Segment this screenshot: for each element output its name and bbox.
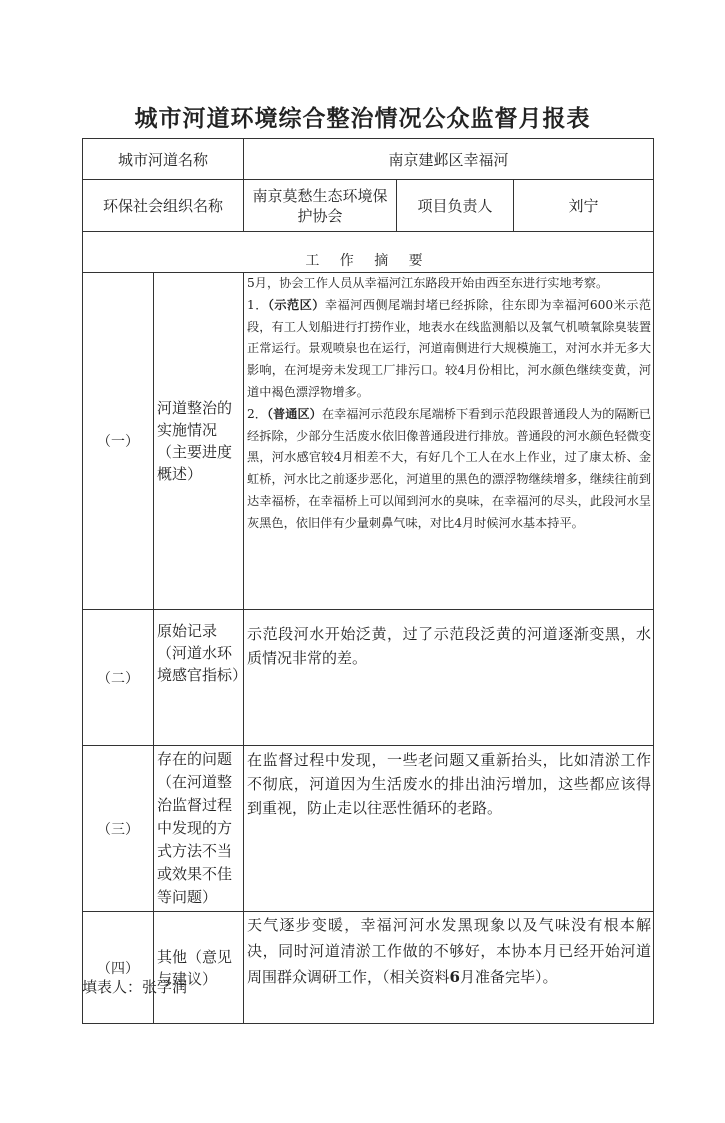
section-1-item-1 <box>247 295 651 404</box>
item-1-bold-label: （示范区） <box>267 297 325 312</box>
org-name-label: 环保社会组织名称 <box>83 180 244 232</box>
filler-name: 填表人：张学润 <box>82 978 188 996</box>
item-2-bold-label: （普通区） <box>266 406 322 421</box>
section-4-bold-number: 6 <box>449 968 460 986</box>
section-1-label: 河道整治的实施情况（主要进度概述） <box>154 273 244 610</box>
item-1-number: 1． <box>247 297 268 312</box>
section-1-intro: 5月，协会工作人员从幸福河江东路段开始由西至东进行实地考察。 <box>247 276 609 290</box>
item-1-text: 幸福河西侧尾端封堵已经拆除，往东即为幸福河600米示范段，有工人划船进行打捞作业，地表水在线监测船以及氧气机喷氧除臭装置正常运行。景观喷泉也在运行，河道南侧进行大规模施工，对河水并无多大影响，在河堤旁未发现工厂排污口。较4月份相比，河水颜色继续变黄，河道中褐色漂浮物增多。 <box>247 297 652 399</box>
section-3-label: 存在的问题（在河道整治监督过程中发现的方式方法不当或效果不佳等问题） <box>154 746 244 912</box>
section-4-text-a: 天气逐步变暖，幸福河河水发黑现象以及气味没有根本解决，同时河道清淤工作做的不够好，本协本月已经开始河道周围群众调研工作，（相关资料 <box>247 916 652 986</box>
section-4-label: 其他（意见与建议） <box>154 912 244 1024</box>
page-title: 城市河道环境综合整治情况公众监督月报表 <box>134 106 591 132</box>
section-2-label: 原始记录（河道水环境感官指标） <box>154 610 244 746</box>
section-2-content: 示范段河水开始泛黄，过了示范段泛黄的河道逐渐变黑，水质情况非常的差。 <box>244 610 654 746</box>
section-4-content <box>244 912 654 1024</box>
item-2-text: 在幸福河示范段东尾端桥下看到示范段跟普通段人为的隔断已经拆除，少部分生活废水依旧像普通段进行排放。普通段的河水颜色轻微变黑，河水感官较4月相差不大，有好几个工人在水上作业，过了康太桥、金虹桥，河水比之前逐步恶化，河道里的黑色的漂浮物继续增多，继续往前到达幸福桥，在幸福桥上可以闻到河水的臭味，在幸福河的尽头，此段河水呈灰黑色，依旧伴有少量刺鼻气味，对比4月时候河水基本持平。 <box>247 406 652 530</box>
section-3-number: （三） <box>83 746 154 912</box>
project-lead-value: 刘宁 <box>514 180 654 232</box>
river-name-label: 城市河道名称 <box>83 139 244 180</box>
section-4-number: （四） <box>83 912 154 1024</box>
work-summary-heading: 工 作 摘 要 <box>83 232 654 273</box>
project-lead-label: 项目负责人 <box>397 180 514 232</box>
report-table <box>82 138 654 1024</box>
item-2-number: 2． <box>247 406 267 421</box>
section-1-content <box>244 273 654 610</box>
section-2-number: （二） <box>83 610 154 746</box>
section-1-number: （一） <box>83 273 154 610</box>
river-name-value: 南京建邺区幸福河 <box>244 139 654 180</box>
org-name-value: 南京莫愁生态环境保护协会 <box>244 180 397 232</box>
section-4-text-b: 月准备完毕）。 <box>459 968 558 986</box>
section-1-item-2 <box>247 404 651 535</box>
section-3-content: 在监督过程中发现，一些老问题又重新抬头，比如清淤工作不彻底，河道因为生活废水的排出油污增加，这些都应该得到重视，防止走以往恶性循环的老路。 <box>244 746 654 912</box>
